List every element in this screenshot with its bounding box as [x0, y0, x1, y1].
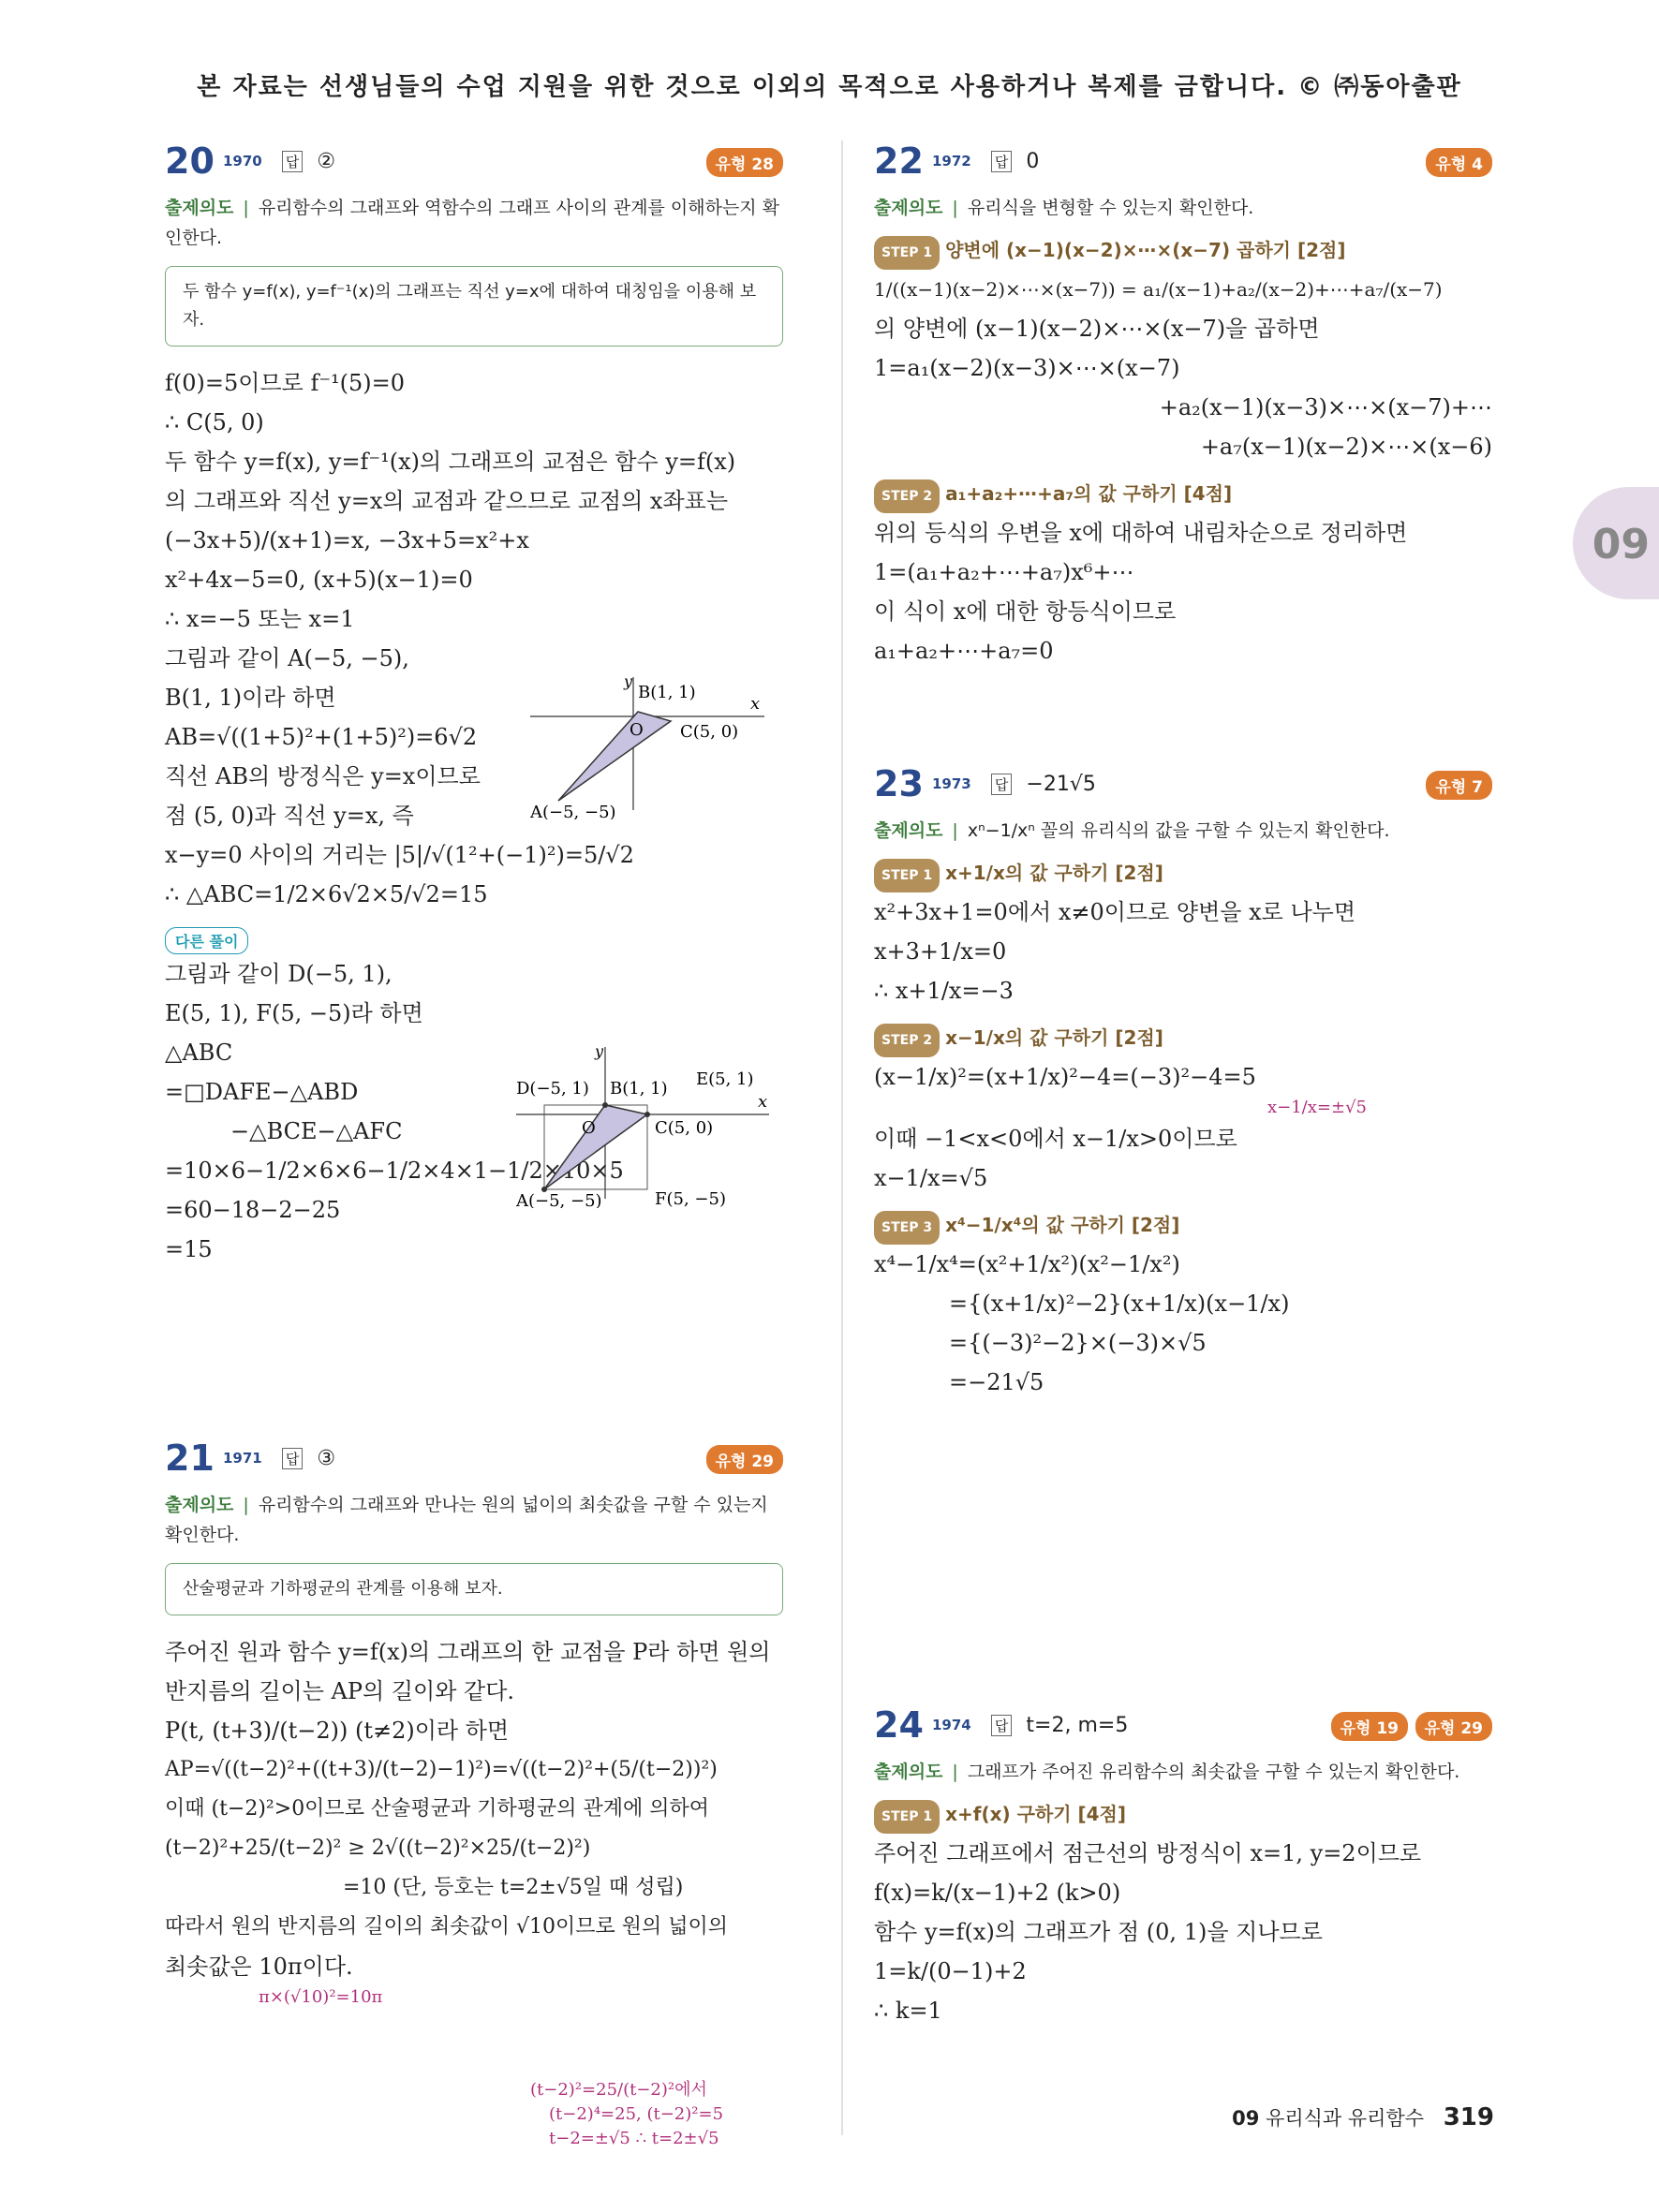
solution-line: (x−1/x)²=(x+1/x)²−4=(−3)²−4=5	[874, 1064, 1256, 1090]
annotation-note: t−2=±√5 ∴ t=2±√5	[549, 2129, 719, 2148]
footer-title: 유리식과 유리함수	[1266, 2107, 1425, 2130]
point-e-label: E(5, 1)	[696, 1069, 754, 1089]
step-title: 양변에 (x−1)(x−2)×⋯×(x−7) 곱하기 [2점]	[945, 239, 1346, 261]
problem-header	[874, 140, 1492, 185]
problem-code: 1971	[222, 1450, 262, 1467]
solution-line: ∴ C(5, 0)	[165, 409, 264, 435]
solution-line: 두 함수 y=f(x), y=f⁻¹(x)의 그래프의 교점은 함수 y=f(x)	[165, 449, 736, 475]
step-heading	[874, 1022, 1492, 1057]
point-d-label: D(−5, 1)	[516, 1079, 589, 1099]
solution-line: ∴ x=−5 또는 x=1	[165, 606, 355, 632]
type-badge-2: 유형 29	[1415, 1712, 1492, 1741]
other-solution-line: =60−18−2−25	[165, 1197, 341, 1223]
other-solution-line: 그림과 같이 D(−5, 1),	[165, 961, 393, 987]
page-number: 319	[1443, 2103, 1494, 2131]
solution-line: x²+4x−5=0, (x+5)(x−1)=0	[165, 567, 473, 593]
other-solution-line: =10×6−1/2×6×6−1/2×4×1−1/2×10×5	[165, 1158, 624, 1184]
solution-line: 따라서 원의 반지름의 길이의 최솟값이 √10이므로 원의 넓이의	[165, 1915, 729, 1939]
solution-line: 의 그래프와 직선 y=x의 교점과 같으므로 교점의 x좌표는	[165, 488, 729, 514]
solution-line: a₁+a₂+⋯+a₇=0	[874, 638, 1054, 664]
intent: 출제의도 | 유리식을 변형할 수 있는지 확인한다.	[874, 198, 1254, 218]
solution-line: 반지름의 길이는 AP의 길이와 같다.	[165, 1678, 515, 1704]
intent: 출제의도 | 유리함수의 그래프와 역함수의 그래프 사이의 관계를 이해하는지 확인한다.	[165, 198, 780, 248]
solution-line: x−1/x=√5	[874, 1165, 988, 1191]
type-badge: 유형 29	[706, 1445, 783, 1474]
intent-text: 유리식을 변형할 수 있는지 확인한다.	[967, 198, 1254, 218]
problem-header	[874, 1704, 1492, 1749]
problem-number: 20	[165, 140, 215, 182]
problem-header	[165, 1438, 783, 1482]
solution-line: ∴ x+1/x=−3	[874, 978, 1014, 1004]
hint-box: 산술평균과 기하평균의 관계를 이용해 보자.	[165, 1563, 783, 1615]
answer-value: −21√5	[1026, 772, 1096, 796]
solution-line: 그림과 같이 A(−5, −5),	[165, 645, 409, 671]
solution-line: =10 (단, 등호는 t=2±√5일 때 성립)	[343, 1876, 684, 1899]
solution-line: f(x)=k/(x−1)+2 (k>0)	[874, 1880, 1121, 1906]
solution-line: =−21√5	[949, 1369, 1044, 1395]
answer-label: 답	[282, 151, 304, 172]
solution-line: ={(x+1/x)²−2}(x+1/x)(x−1/x)	[949, 1290, 1290, 1317]
solution-line: x+3+1/x=0	[874, 938, 1007, 965]
solution-line: 함수 y=f(x)의 그래프가 점 (0, 1)을 지나므로	[874, 1919, 1323, 1945]
step-tag: STEP 3	[874, 1211, 940, 1245]
solution-line: 이 식이 x에 대한 항등식이므로	[874, 598, 1177, 625]
intent-text: 그래프가 주어진 유리함수의 최솟값을 구할 수 있는지 확인한다.	[967, 1762, 1460, 1782]
problem-code: 1972	[931, 153, 971, 170]
point-a-label: A(−5, −5)	[530, 803, 616, 819]
problem-22	[874, 140, 1492, 671]
intent-text: xⁿ−1/xⁿ 꼴의 유리식의 값을 구할 수 있는지 확인한다.	[967, 820, 1390, 841]
solution-line: P(t, (t+3)/(t−2)) (t≠2)이라 하면	[165, 1718, 510, 1744]
chapter-tab-label: 09	[1592, 521, 1650, 568]
intent-label: 출제의도	[874, 1762, 943, 1782]
point-f-label: F(5, −5)	[655, 1189, 726, 1208]
step-heading	[874, 234, 1492, 270]
solution-line: ∴ △ABC=1/2×6√2×5/√2=15	[165, 881, 488, 907]
solution-line: (t−2)²+25/(t−2)² ≥ 2√((t−2)²×25/(t−2)²)	[165, 1836, 591, 1860]
step-tag: STEP 1	[874, 859, 940, 892]
y-axis-label: y	[595, 1042, 604, 1060]
solution-line: +a₇(x−1)(x−2)×⋯×(x−6)	[1200, 434, 1492, 460]
answer-label: 답	[282, 1448, 304, 1469]
solution-line: x−y=0 사이의 거리는 |5|/√(1²+(−1)²)=5/√2	[165, 842, 634, 868]
intent-text: 유리함수의 그래프와 만나는 원의 넓이의 최솟값을 구할 수 있는지 확인한다.	[165, 1495, 768, 1545]
solution-line: 1=(a₁+a₂+⋯+a₇)x⁶+⋯	[874, 559, 1134, 585]
solution-line: x⁴−1/x⁴=(x²+1/x²)(x²−1/x²)	[874, 1251, 1180, 1277]
x-axis-label: x	[758, 1092, 768, 1112]
point-c-label: C(5, 0)	[680, 722, 739, 742]
solution-line: 주어진 원과 함수 y=f(x)의 그래프의 한 교점을 P라 하면 원의	[165, 1639, 771, 1665]
solution-line: 이때 (t−2)²>0이므로 산술평균과 기하평균의 관계에 의하여	[165, 1797, 709, 1821]
step-heading	[874, 857, 1492, 892]
intent-label: 출제의도	[165, 198, 234, 218]
step-title: x−1/x의 값 구하기 [2점]	[945, 1026, 1163, 1049]
annotation-note: (t−2)⁴=25, (t−2)²=5	[549, 2104, 724, 2124]
problem-number: 23	[874, 763, 924, 804]
step-heading	[874, 1209, 1492, 1245]
problem-code: 1970	[222, 153, 262, 170]
intent: 출제의도 | 그래프가 주어진 유리함수의 최솟값을 구할 수 있는지 확인한다.	[874, 1762, 1460, 1782]
problem-code: 1973	[931, 775, 971, 792]
step-title: a₁+a₂+⋯+a₇의 값 구하기 [4점]	[945, 482, 1233, 505]
solution-line: ∴ k=1	[874, 1998, 942, 2024]
annotation-note: π×(√10)²=10π	[259, 1987, 383, 2007]
y-axis-label: y	[624, 672, 633, 690]
solution-line: AP=√((t−2)²+((t+3)/(t−2)−1)²)=√((t−2)²+(5/(t−2))²)	[165, 1758, 718, 1781]
point-a-label: A(−5, −5)	[516, 1191, 602, 1208]
problem-code: 1974	[931, 1717, 971, 1733]
problem-24	[874, 1704, 1492, 2030]
answer-value: t=2, m=5	[1026, 1713, 1129, 1737]
copyright-banner: 본 자료는 선생님들의 수업 지원을 위한 것으로 이외의 목적으로 사용하거나 복제를 금합니다. © ㈜동아출판	[197, 73, 1462, 101]
answer-label: 답	[991, 774, 1013, 795]
type-badge: 유형 7	[1426, 771, 1492, 800]
solution-line: 점 (5, 0)과 직선 y=x, 즉	[165, 803, 414, 829]
type-badge: 유형 19	[1331, 1712, 1408, 1741]
intent-label: 출제의도	[874, 820, 943, 841]
problem-number: 21	[165, 1438, 215, 1479]
solution-line: 위의 등식의 우변을 x에 대하여 내림차순으로 정리하면	[874, 520, 1408, 546]
step-title: x⁴−1/x⁴의 값 구하기 [2점]	[945, 1214, 1180, 1236]
other-solution-line: =15	[165, 1236, 213, 1262]
step-title: x+1/x의 값 구하기 [2점]	[945, 862, 1163, 884]
footer-chapter: 09	[1232, 2107, 1260, 2130]
intent-text: 유리함수의 그래프와 역함수의 그래프 사이의 관계를 이해하는지 확인한다.	[165, 198, 780, 248]
intent: 출제의도 | xⁿ−1/xⁿ 꼴의 유리식의 값을 구할 수 있는지 확인한다.	[874, 820, 1390, 841]
step-heading	[874, 1798, 1492, 1834]
point-b-label: B(1, 1)	[610, 1079, 668, 1099]
solution-line: 1/((x−1)(x−2)×⋯×(x−7)) = a₁/(x−1)+a₂/(x−2)+⋯+a₇/(x−7)	[874, 278, 1443, 301]
solution-line: 1=k/(0−1)+2	[874, 1958, 1027, 1984]
intent-label: 출제의도	[165, 1495, 234, 1515]
other-solution-badge: 다른 풀이	[165, 927, 248, 954]
step-tag: STEP 1	[874, 1800, 940, 1834]
problem-number: 22	[874, 140, 924, 182]
annotation-note: (t−2)²=25/(t−2)²에서	[530, 2080, 707, 2100]
other-solution-line: =□DAFE−△ABD	[165, 1079, 359, 1105]
point-c-label: C(5, 0)	[655, 1118, 714, 1138]
other-solution-line: −△BCE−△AFC	[230, 1118, 403, 1144]
origin-label: O	[582, 1118, 596, 1138]
answer-label: 답	[991, 151, 1013, 172]
step-tag: STEP 2	[874, 1024, 940, 1057]
intent: 출제의도 | 유리함수의 그래프와 만나는 원의 넓이의 최솟값을 구할 수 있는지 확인한다.	[165, 1495, 768, 1545]
problem-header	[165, 140, 783, 185]
answer-value: ③	[317, 1446, 336, 1470]
step-tag: STEP 1	[874, 236, 940, 270]
triangle-figure-1	[530, 670, 783, 819]
solution-line: 의 양변에 (x−1)(x−2)×⋯×(x−7)을 곱하면	[874, 316, 1320, 342]
problem-23	[874, 763, 1492, 1402]
triangle-figure-2	[516, 1040, 788, 1208]
hint-box: 두 함수 y=f(x), y=f⁻¹(x)의 그래프는 직선 y=x에 대하여 대칭임을 이용해 보자.	[165, 266, 783, 347]
other-solution-line: E(5, 1), F(5, −5)라 하면	[165, 1000, 423, 1026]
solution-line: 이때 −1<x<0에서 x−1/x>0이므로	[874, 1126, 1237, 1152]
problem-header	[874, 763, 1492, 808]
problem-21	[165, 1438, 783, 2148]
step-heading	[874, 478, 1492, 513]
step-tag: STEP 2	[874, 479, 940, 513]
type-badge: 유형 28	[706, 148, 783, 177]
solution-line: x²+3x+1=0에서 x≠0이므로 양변을 x로 나누면	[874, 899, 1356, 925]
solution-line: 주어진 그래프에서 점근선의 방정식이 x=1, y=2이므로	[874, 1840, 1422, 1866]
other-solution-line: △ABC	[165, 1040, 233, 1066]
solution-line: 1=a₁(x−2)(x−3)×⋯×(x−7)	[874, 355, 1180, 381]
solution-line: (−3x+5)/(x+1)=x, −3x+5=x²+x	[165, 527, 529, 553]
answer-label: 답	[991, 1715, 1013, 1736]
page-footer	[1232, 2103, 1494, 2131]
type-badge: 유형 4	[1426, 148, 1492, 177]
solution-line: +a₂(x−1)(x−3)×⋯×(x−7)+⋯	[1159, 394, 1492, 420]
intent-label: 출제의도	[874, 198, 943, 218]
answer-value: 0	[1026, 149, 1040, 173]
solution-line: 직선 AB의 방정식은 y=x이므로	[165, 763, 481, 789]
solution-line: ={(−3)²−2}×(−3)×√5	[949, 1330, 1207, 1356]
solution-line: B(1, 1)이라 하면	[165, 685, 336, 711]
answer-value: ②	[317, 149, 336, 173]
step-title: x+f(x) 구하기 [4점]	[945, 1803, 1127, 1825]
solution-line: AB=√((1+5)²+(1+5)²)=6√2	[165, 724, 478, 750]
origin-label: O	[630, 720, 644, 740]
point-b-label: B(1, 1)	[638, 683, 696, 702]
solution-line: f(0)=5이므로 f⁻¹(5)=0	[165, 370, 405, 396]
x-axis-label: x	[750, 694, 761, 714]
problem-number: 24	[874, 1704, 924, 1746]
solution-line: 최솟값은 10π이다.	[165, 1954, 353, 1980]
problem-20	[165, 140, 783, 1269]
annotation-note: x−1/x=±√5	[1267, 1098, 1367, 1117]
column-divider	[841, 140, 843, 2135]
